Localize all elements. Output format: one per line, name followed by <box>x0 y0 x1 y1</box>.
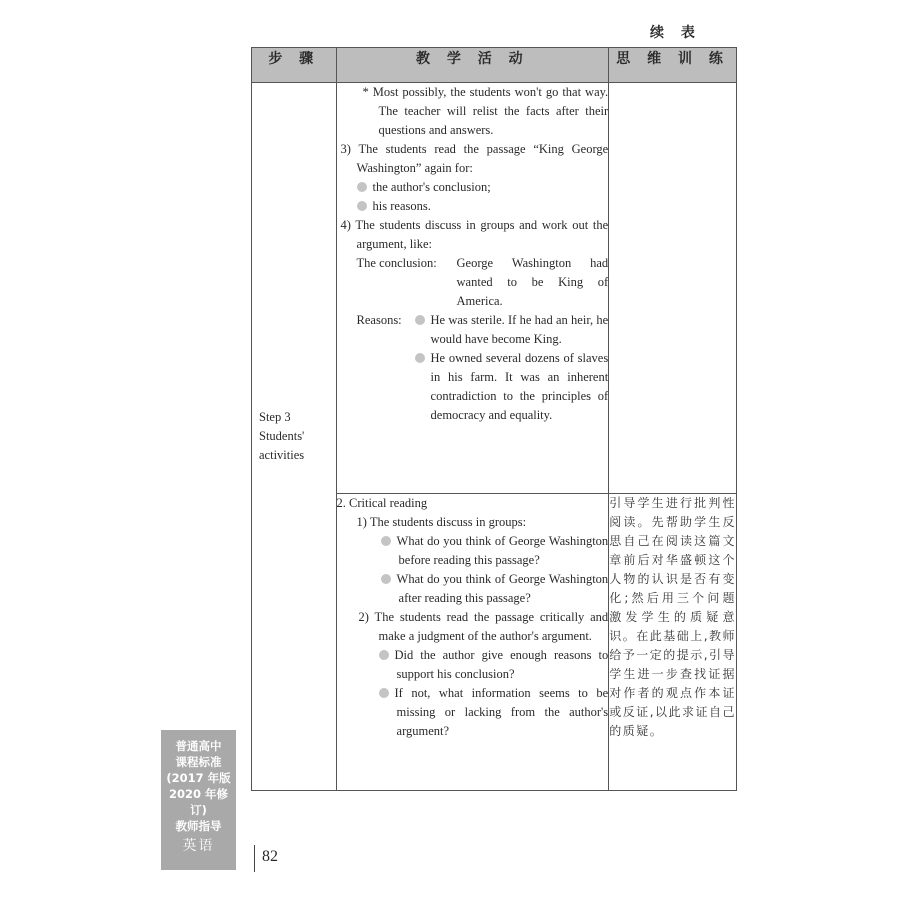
sidebar-line: (2017 年版 <box>166 771 231 785</box>
reason-item: He owned several dozens of slaves in his farm. It was an inherent contradiction to the principles of democracy and equality. <box>415 349 609 425</box>
bullet-dot-icon <box>357 182 367 192</box>
thinking-cell-1 <box>609 83 737 494</box>
page-number-rule <box>254 845 255 872</box>
header-step: 步 骤 <box>252 48 337 83</box>
page-number: 82 <box>262 848 278 865</box>
bullet-item: What do you think of George Washington after reading this passage? <box>337 570 609 608</box>
reasons-label: Reasons: <box>356 313 402 327</box>
sidebar-subject: 英语 <box>182 838 215 854</box>
bullet-item: the author's conclusion; <box>337 178 609 197</box>
bullet-dot-icon <box>415 315 425 325</box>
bullet-dot-icon <box>357 201 367 211</box>
conclusion-text: George Washington had wanted to be King of America. <box>456 256 609 308</box>
bullet-dot-icon <box>379 650 389 660</box>
item-1-text: 1) The students discuss in groups: <box>356 515 527 529</box>
reason-item: He was sterile. If he had an heir, he would have become King. <box>415 311 609 349</box>
header-activity: 教 学 活 动 <box>336 48 609 83</box>
thinking-cell-2: 引导学生进行批判性阅读。先帮助学生反思自己在阅读这篇文章前后对华盛顿这个人物的认识是否有变化;然后用三个问题激发学生的质疑意识。在此基础上,教师给予一定的提示,引导学生进一步查找证据对作者的观点作本证或反证,以此求证自己的质疑。 <box>609 494 737 791</box>
bullet-dot-icon <box>415 353 425 363</box>
activity-cell-2 <box>336 494 609 791</box>
bullet-item: Did the author give enough reasons to support his conclusion? <box>337 646 609 684</box>
item-4-text: 4) The students discuss in groups and work out the argument, like: <box>340 218 609 251</box>
sidebar-line: 2020 年修订) <box>168 787 228 817</box>
lesson-table <box>251 47 737 791</box>
book-sidebar-tab <box>161 730 236 870</box>
bullet-item: What do you think of George Washington before reading this passage? <box>337 532 609 570</box>
activity-cell-1 <box>336 83 609 494</box>
sidebar-line: 普通高中 <box>175 739 222 753</box>
reasons-row <box>337 311 609 425</box>
item-3-text: 3) The students read the passage “King George Washington” again for: <box>340 142 609 175</box>
critical-reading-title: 2. Critical reading <box>336 496 428 510</box>
sidebar-line: 课程标准 <box>175 755 222 769</box>
conclusion-row <box>337 254 609 311</box>
bullet-dot-icon <box>379 688 389 698</box>
step-label: Step 3 Students' activities <box>259 410 305 462</box>
item-2-text: 2) The students read the passage critically and make a judgment of the author's argument. <box>358 610 609 643</box>
bullet-dot-icon <box>381 536 391 546</box>
table-header-row <box>252 48 737 83</box>
sidebar-line: 教师指导 <box>175 819 222 833</box>
header-thinking: 思 维 训 练 <box>609 48 737 83</box>
star-note: * Most possibly, the students won't go that way. The teacher will relist the facts after their questions and answers. <box>362 85 609 137</box>
step-cell <box>252 83 337 791</box>
bullet-item: If not, what information seems to be missing or lacking from the author's argument? <box>337 684 609 741</box>
continued-label: 续 表 <box>650 25 701 41</box>
bullet-dot-icon <box>381 574 391 584</box>
conclusion-label: The conclusion: <box>356 256 437 270</box>
table-row <box>252 83 737 494</box>
bullet-item: his reasons. <box>337 197 609 216</box>
